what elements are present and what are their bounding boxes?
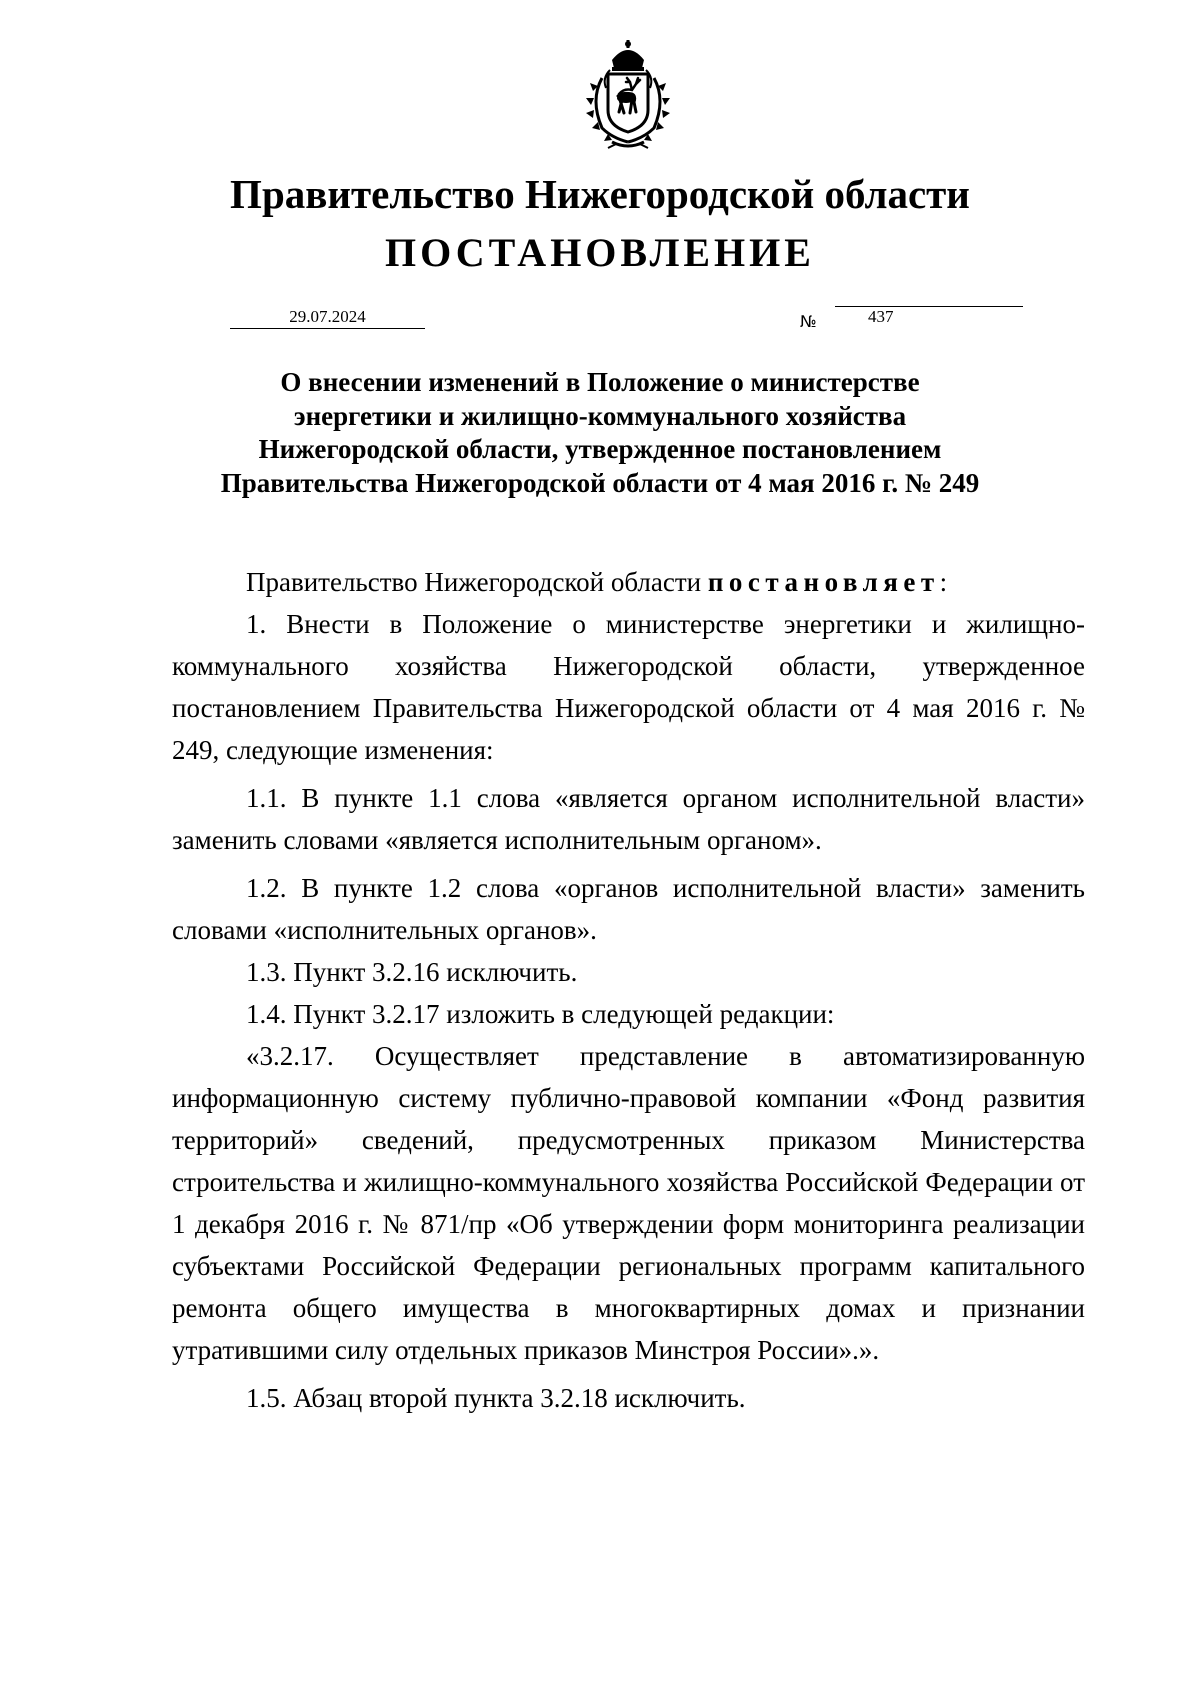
subject-line: Нижегородской области, утвержденное постановлением bbox=[258, 434, 942, 464]
paragraph-item-1-2: 1.2. В пункте 1.2 слова «органов исполнительной власти» заменить словами «исполнительных органов». bbox=[172, 873, 1085, 945]
paragraph-item-1-1: 1.1. В пункте 1.1 слова «является органом исполнительной власти» заменить словами «является исполнительным органом». bbox=[172, 783, 1085, 855]
paragraph-item-1-3: 1.3. Пункт 3.2.16 исключить. bbox=[246, 957, 578, 987]
document-body bbox=[172, 561, 1085, 1419]
subject-line: О внесении изменений в Положение о министерстве bbox=[280, 367, 920, 397]
document-subject bbox=[0, 366, 1200, 500]
subject-line: энергетики и жилищно-коммунального хозяйства bbox=[293, 400, 907, 431]
nizhny-novgorod-coat-of-arms-icon bbox=[572, 38, 684, 150]
number-sign: № bbox=[800, 312, 817, 331]
document-type: ПОСТАНОВЛЕНИЕ bbox=[385, 230, 815, 275]
preamble bbox=[172, 561, 1085, 603]
paragraph-item-1-5: 1.5. Абзац второй пункта 3.2.18 исключить. bbox=[246, 1383, 746, 1413]
preamble-verb: постановляет bbox=[707, 567, 940, 597]
subject-line: Правительства Нижегородской области от 4 мая 2016 г. № 249 bbox=[220, 467, 980, 498]
document-date: 29.07.2024 bbox=[230, 306, 425, 329]
preamble-text: Правительство Нижегородской области bbox=[246, 567, 708, 597]
paragraph-item-1: 1. Внести в Положение о министерстве энергетики и жилищно-коммунального хозяйства Нижегородской области, утвержденное постановлением Правительства Нижегородской области от 4 мая 2016 г. № 249, следующие изменения: bbox=[172, 609, 1085, 765]
government-title: Правительство Нижегородской области bbox=[230, 171, 970, 217]
document-number: 437 bbox=[868, 307, 894, 326]
preamble-colon: : bbox=[939, 567, 948, 597]
paragraph-item-1-4-quote: «3.2.17. Осуществляет представление в автоматизированную информационную систему публично-правовой компании «Фонд развития территорий» сведений, предусмотренных приказом Министерства строительства и жилищно-коммунального хозяйства Российской Федерации от 1 декабря 2016 г. № 871/пр «Об утверждении форм мониторинга реализации субъектами Российской Федерации региональных программ капитального ремонта общего имущества в многоквартирных домах и признании утратившими силу отдельных приказов Минстроя России».». bbox=[172, 1041, 1085, 1365]
paragraph-item-1-4: 1.4. Пункт 3.2.17 изложить в следующей редакции: bbox=[246, 999, 835, 1029]
document-number-field bbox=[835, 306, 1023, 326]
